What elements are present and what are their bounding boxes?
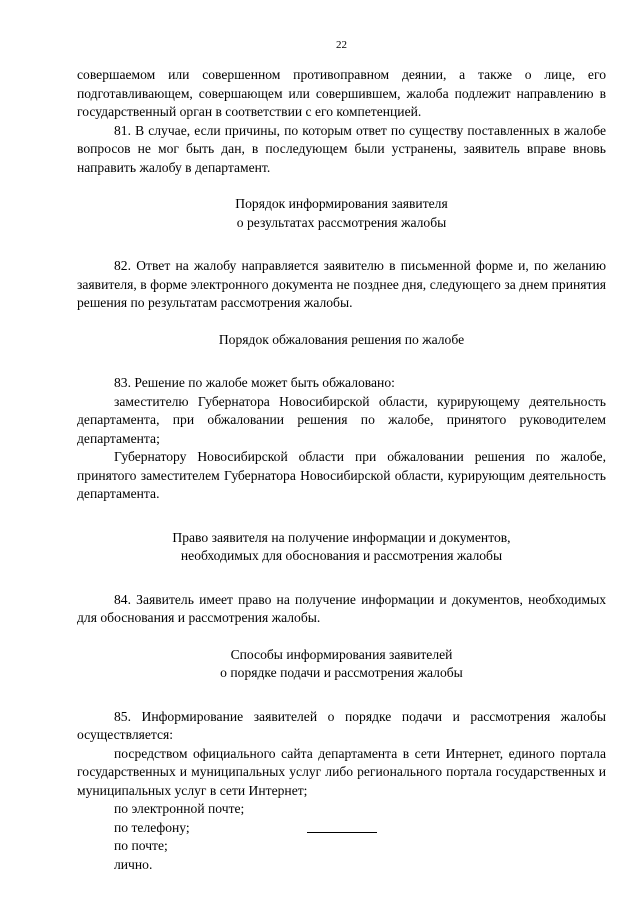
heading-line: Порядок информирования заявителя <box>235 196 448 211</box>
section-heading-right <box>77 529 606 566</box>
end-of-text-rule <box>307 832 377 833</box>
heading-line: Способы информирования заявителей <box>230 646 453 662</box>
paragraph-83-b: Губернатору Новосибирской области при обжаловании решения по жалобе, принятого заместителем Губернатора Новосибирской области, курирующим деятельность департамента. <box>77 449 606 501</box>
paragraph-81: 81. В случае, если причины, по которым ответ по существу поставленных в жалобе вопросов не мог быть дан, в последующем были устранены, заявитель вправе вновь направить жалобу в департамент. <box>77 122 606 175</box>
heading-line: о результатах рассмотрения жалобы <box>236 214 447 230</box>
list-item: по почте; <box>114 838 168 853</box>
paragraph-continuation: совершаемом или совершенном противоправном деянии, а также о лице, его подготавливающем, совершающем или совершившем, жалоба подлежит направлению в государственный орган в соответствии с его компетенцией. <box>77 67 606 119</box>
paragraph-83-a: заместителю Губернатора Новосибирской области, курирующему деятельность департамента, при обжаловании решения по жалобе, принятого руководителем департамента; <box>77 393 606 446</box>
paragraph-85-a: посредством официального сайта департамента в сети Интернет, единого портала государственных и муниципальных услуг либо регионального портала государственных и муниципальных услуг в сети Интернет; <box>77 745 606 798</box>
paragraph-85: 85. Информирование заявителей о порядке подачи и рассмотрения жалобы осуществляется: <box>77 708 606 742</box>
section-heading-appeal <box>77 331 606 350</box>
section-heading-informing <box>77 195 606 232</box>
paragraph-82: 82. Ответ на жалобу направляется заявителю в письменной форме и, по желанию заявителя, в форме электронного документа не позднее дня, следующего за днем принятия решения по результатам рассмотрения жалобы. <box>77 258 606 310</box>
list-item: по телефону; <box>114 819 190 835</box>
paragraph-83: 83. Решение по жалобе может быть обжаловано: <box>114 375 395 390</box>
list-item: по электронной почте; <box>114 801 245 816</box>
heading-line: необходимых для обоснования и рассмотрения жалобы <box>180 548 503 563</box>
page-number: 22 <box>336 39 347 51</box>
paragraph-84: 84. Заявитель имеет право на получение информации и документов, необходимых для обоснования и рассмотрения жалобы. <box>77 591 606 625</box>
heading-line: о порядке подачи и рассмотрения жалобы <box>220 665 463 680</box>
heading-line: Порядок обжалования решения по жалобе <box>218 331 465 347</box>
list-item: лично. <box>114 856 153 872</box>
section-heading-methods <box>77 646 606 683</box>
heading-line: Право заявителя на получение информации и документов, <box>172 529 511 545</box>
